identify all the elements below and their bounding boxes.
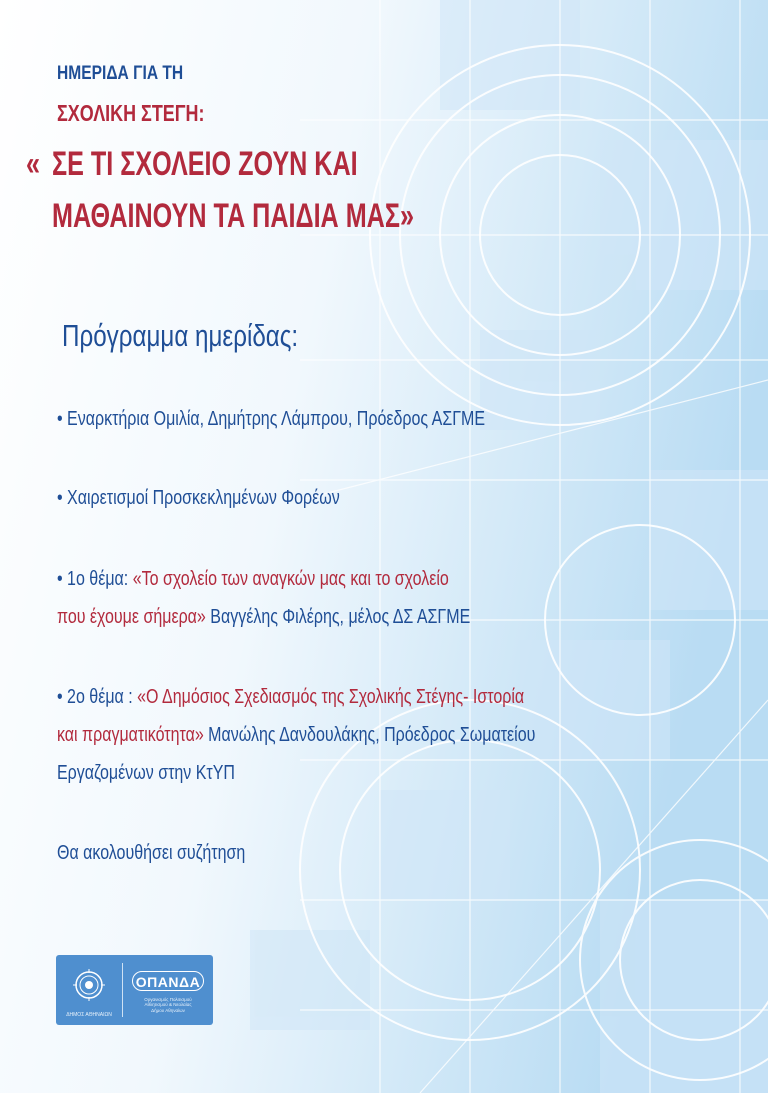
opanda-sub-3: Δήμου Αθηναίων — [151, 1008, 185, 1013]
title-line-2: ΣΕ ΤΙ ΣΧΟΛΕΙΟ ΖΟΥΝ ΚΑΙ — [52, 145, 358, 183]
quote-close: » — [399, 197, 414, 235]
opanda-logo — [126, 961, 210, 1021]
pre-title: ΗΜΕΡΙΔΑ ΓΙΑ ΤΗ — [57, 63, 184, 84]
opanda-name: ΟΠΑΝΔΑ — [132, 971, 204, 991]
program-item-2: • Χαιρετισμοί Προσκεκλημένων Φορέων — [57, 487, 340, 509]
quote-open: « — [26, 145, 41, 183]
program-item-1: • Εναρκτήρια Ομιλία, Δημήτρης Λάμπρου, Πρόεδρος ΑΣΓΜΕ — [57, 408, 486, 430]
municipality-logo — [56, 955, 122, 1025]
program-item-3-line-1: • 1ο θέμα: «Το σχολείο των αναγκών μας και το σχολείο — [57, 568, 449, 590]
item-3-speaker: Βαγγέλης Φιλέρης, μέλος ΔΣ ΑΣΓΜΕ — [205, 606, 471, 628]
title-line-1: ΣΧΟΛΙΚΗ ΣΤΕΓΗ: — [57, 100, 205, 126]
logo-divider — [122, 963, 123, 1017]
title-line-3: ΜΑΘΑΙΝΟΥΝ ΤΑ ΠΑΙΔΙΑ ΜΑΣ» — [52, 197, 414, 235]
item-4-title: «Ο Δημόσιος Σχεδιασμός της Σχολικής Στέγης- Ιστορία — [137, 686, 525, 708]
program-item-3-line-2: που έχουμε σήμερα» Βαγγέλης Φιλέρης, μέλος ΔΣ ΑΣΓΜΕ — [57, 606, 471, 628]
program-heading: Πρόγραμμα ημερίδας: — [62, 318, 299, 353]
municipality-caption: ΔΗΜΟΣ ΑΘΗΝΑΙΩΝ — [66, 1012, 112, 1018]
item-4-speaker: Μανώλης Δανδουλάκης, Πρόεδρος Σωματείου — [203, 724, 536, 746]
sponsor-logo-block — [56, 955, 213, 1025]
item-3-title: «Το σχολείο των αναγκών μας και το σχολείο — [132, 568, 449, 590]
opanda-sub-2: Αθλητισμού & Νεολαίας — [144, 1002, 192, 1007]
opanda-sub-1: Οργανισμός Πολιτισμού — [144, 997, 192, 1002]
program-item-4-line-2: και πραγματικότητα» Μανώλης Δανδουλάκης, Πρόεδρος Σωματείου — [57, 724, 536, 746]
closing-note: Θα ακολουθήσει συζήτηση — [57, 842, 246, 864]
program-item-4-line-3: Εργαζομένων στην ΚτΥΠ — [57, 762, 235, 784]
program-item-4-line-1: • 2ο θέμα : «Ο Δημόσιος Σχεδιασμός της Σχολικής Στέγης- Ιστορία — [57, 686, 525, 708]
